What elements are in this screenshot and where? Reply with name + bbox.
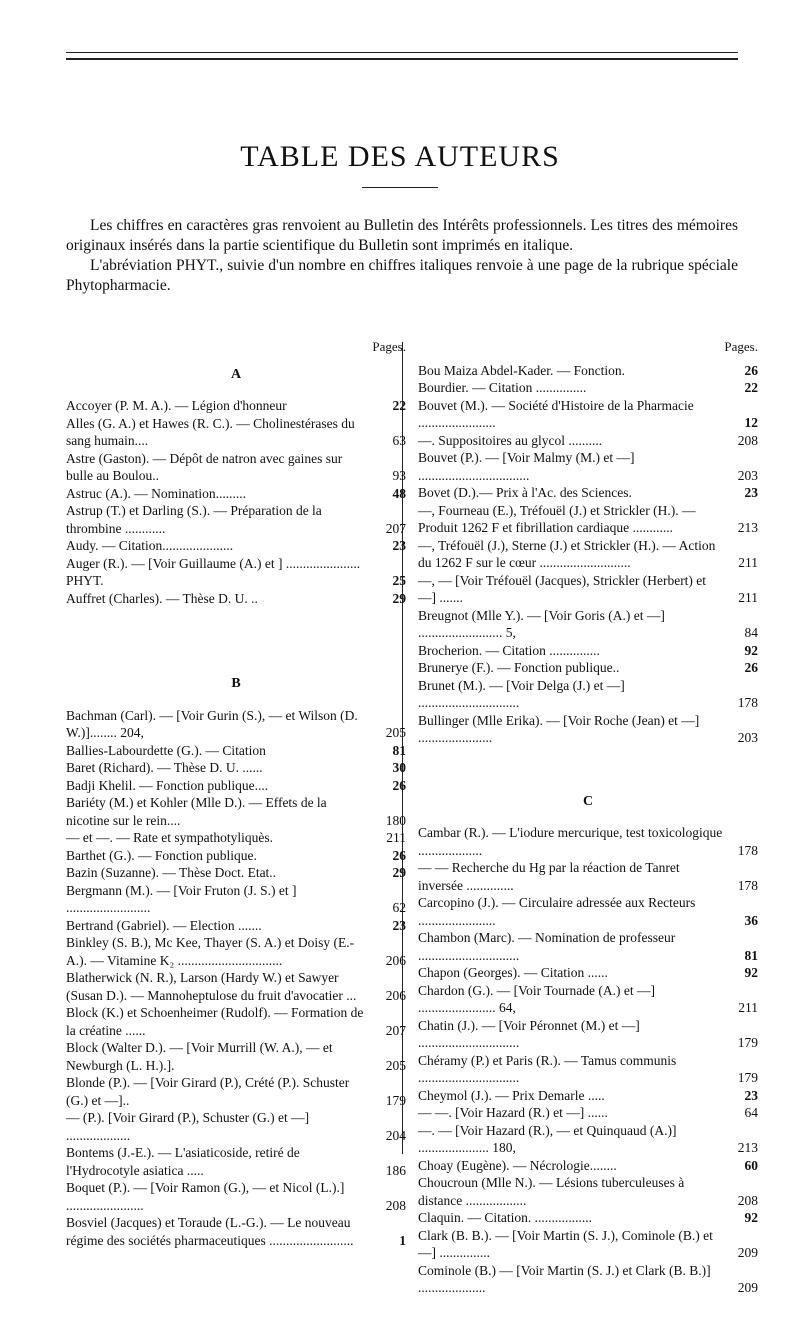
- entry-text: Badji Khelil. — Fonction publique....: [66, 777, 269, 793]
- index-entry: [418, 824, 758, 859]
- intro-notes: [66, 216, 738, 296]
- entry-page: 64: [744, 1105, 758, 1120]
- index-entry: [418, 1209, 758, 1227]
- entry-page: 84: [744, 625, 758, 640]
- index-entry: [66, 777, 406, 795]
- author-list-b: [66, 707, 406, 1250]
- entry-page: 213: [737, 1140, 758, 1155]
- section-letter-c: C: [582, 793, 594, 809]
- entry-page: 23: [392, 538, 406, 553]
- entry-text: Bazin (Suzanne). — Thèse Doct. Etat..: [66, 865, 277, 880]
- entry-text: Chapon (Georges). — Citation ......: [418, 965, 608, 980]
- index-column-left: [66, 338, 406, 1249]
- index-entry: [66, 864, 406, 882]
- entry-text: Bosviel (Jacques) et Toraude (L.-G.). — Le nouveau régime des sociétés pharmaceutiques .........................: [66, 1215, 354, 1248]
- index-entry: [418, 859, 758, 894]
- entry-text: Bouvet (M.). — Société d'Histoire de la Pharmacie .......................: [418, 397, 694, 430]
- page-title: TABLE DES AUTEURS: [240, 140, 560, 173]
- entry-text: Alles (G. A.) et Hawes (R. C.). — Cholinestérases du sang humain....: [66, 415, 355, 448]
- entry-page: 1: [399, 1232, 406, 1248]
- entry-text: —. — [Voir Hazard (R.), — et Quinquaud (A.)] ..................... 180,: [418, 1122, 677, 1155]
- entry-text: Choucroun (Mlle N.). — Lésions tuberculeuses à distance ..................: [418, 1175, 685, 1208]
- index-entry: [66, 555, 406, 590]
- index-entry: [418, 659, 758, 677]
- entry-text: Bovet (D.).— Prix à l'Ac. des Sciences.: [418, 485, 632, 500]
- entry-page: 211: [386, 830, 406, 845]
- entry-page: 81: [392, 742, 406, 758]
- index-entry: [418, 502, 758, 537]
- entry-text: Bariéty (M.) et Kohler (Mlle D.). — Effets de la nicotine sur le rein....: [66, 795, 327, 828]
- entry-page: 205: [385, 725, 406, 740]
- index-entry: [66, 590, 406, 608]
- entry-text: —. Suppositoires au glycol ..........: [418, 432, 603, 448]
- index-entry: [418, 1262, 758, 1297]
- entry-page: 93: [392, 468, 406, 483]
- entry-text: Cambar (R.). — L'iodure mercurique, test toxicologique ...................: [418, 825, 723, 858]
- entry-text: Chardon (G.). — [Voir Tournade (A.) et —] ....................... 64,: [418, 982, 656, 1015]
- index-entry: [418, 1087, 758, 1105]
- entry-text: Audy. — Citation.....................: [66, 538, 234, 553]
- index-entry: [66, 934, 406, 969]
- entry-text: Cheymol (J.). — Prix Demarle .....: [418, 1087, 605, 1103]
- index-entry: [418, 397, 758, 432]
- index-entry: [66, 397, 406, 415]
- index-entry: [66, 450, 406, 485]
- index-entry: [66, 794, 406, 829]
- index-entry: [418, 484, 758, 502]
- index-entry: [418, 1174, 758, 1209]
- entry-text: —, Tréfouël (J.), Sterne (J.) et Strickler (H.). — Action du 1262 F sur le cœur ...........................: [418, 537, 716, 570]
- index-entry: [418, 537, 758, 572]
- entry-text: Block (Walter D.). — [Voir Murrill (W. A.), — et Newburgh (L. H.).].: [66, 1040, 333, 1073]
- entry-page: 23: [744, 485, 758, 500]
- entry-page: 92: [744, 965, 758, 980]
- index-entry: [66, 742, 406, 760]
- header-rule-top: [66, 52, 738, 53]
- index-entry: [66, 1144, 406, 1179]
- index-entry: [418, 1122, 758, 1157]
- index-entry: [66, 502, 406, 537]
- entry-text: Claquin. — Citation. .................: [418, 1210, 592, 1225]
- index-entry: [66, 847, 406, 865]
- pages-header: Pages.: [372, 339, 406, 354]
- entry-page: 206: [385, 987, 406, 1003]
- entry-page: 22: [744, 380, 758, 395]
- entry-page: 30: [392, 760, 406, 775]
- entry-text: Binkley (S. B.), Mc Kee, Thayer (S. A.) et Doisy (E.-A.). — Vitamine K₂ ...............................: [66, 935, 355, 968]
- entry-text: Choay (Eugène). — Nécrologie........: [418, 1157, 617, 1173]
- entry-page: 209: [737, 1245, 758, 1260]
- entry-page: 179: [737, 1035, 758, 1050]
- index-entry: [66, 485, 406, 503]
- entry-page: 29: [392, 865, 406, 880]
- entry-page: 92: [744, 642, 758, 658]
- entry-text: Auffret (Charles). — Thèse D. U. ..: [66, 590, 258, 606]
- entry-text: Chatin (J.). — [Voir Péronnet (M.) et —] ..............................: [418, 1017, 640, 1050]
- entry-text: Bullinger (Mlle Erika). — [Voir Roche (Jean) et —] ......................: [418, 712, 700, 745]
- entry-text: Bourdier. — Citation ...............: [418, 380, 587, 395]
- index-entry: [66, 969, 406, 1004]
- entry-text: —, — [Voir Tréfouël (Jacques), Strickler (Herbert) et —] .......: [418, 572, 707, 605]
- entry-text: Ballies-Labourdette (G.). — Citation: [66, 742, 266, 758]
- entry-page: 203: [737, 467, 758, 483]
- entry-page: 60: [744, 1157, 758, 1173]
- index-entry: [66, 1004, 406, 1039]
- index-entry: [418, 929, 758, 964]
- index-entry: [418, 642, 758, 660]
- entry-page: 62: [392, 900, 406, 915]
- entry-text: Bou Maiza Abdel-Kader. — Fonction.: [418, 362, 625, 378]
- entry-page: 211: [738, 555, 758, 570]
- entry-text: Boquet (P.). — [Voir Ramon (G.), — et Nicol (L.).] .......................: [66, 1180, 345, 1213]
- index-entry: [66, 917, 406, 935]
- index-entry: [418, 449, 758, 484]
- index-entry: [66, 882, 406, 917]
- entry-page: 213: [737, 520, 758, 535]
- index-entry: [418, 712, 758, 747]
- index-entry: [418, 677, 758, 712]
- entry-text: Chambon (Marc). — Nomination de professeur ..............................: [418, 930, 676, 963]
- entry-text: — (P.). [Voir Girard (P.), Schuster (G.) et —] ...................: [66, 1110, 310, 1143]
- entry-text: Blatherwick (N. R.), Larson (Hardy W.) et Sawyer (Susan D.). — Mannoheptulose du fruit d'avocatier ...: [66, 970, 357, 1003]
- author-list-c: [418, 824, 758, 1297]
- entry-text: Brunerye (F.). — Fonction publique..: [418, 660, 620, 675]
- index-entry: [66, 537, 406, 555]
- entry-text: Auger (R.). — [Voir Guillaume (A.) et ] ...................... PHYT.: [66, 555, 361, 588]
- entry-page: 26: [744, 362, 758, 378]
- entry-text: Bergmann (M.). — [Voir Fruton (J. S.) et ] .........................: [66, 882, 297, 915]
- index-entry: [418, 894, 758, 929]
- index-entry: [66, 1039, 406, 1074]
- index-entry: [418, 572, 758, 607]
- entry-text: Bachman (Carl). — [Voir Gurin (S.), — et Wilson (D. W.)]........ 204,: [66, 707, 358, 740]
- entry-text: Brunet (M.). — [Voir Delga (J.) et —] ..............................: [418, 677, 625, 710]
- entry-text: Astrup (T.) et Darling (S.). — Préparation de la thrombine ............: [66, 503, 322, 536]
- entry-text: — — Recherche du Hg par la réaction de Tanret inversée ..............: [418, 860, 680, 893]
- index-entry: [418, 1052, 758, 1087]
- entry-page: 211: [738, 590, 758, 605]
- entry-text: Cominole (B.) — [Voir Martin (S. J.) et Clark (B. B.)] ....................: [418, 1262, 711, 1295]
- index-entry: [66, 1179, 406, 1214]
- index-entry: [66, 829, 406, 847]
- entry-text: Barthet (G.). — Fonction publique.: [66, 847, 257, 863]
- index-entry: [418, 607, 758, 642]
- entry-text: Chéramy (P.) et Paris (R.). — Tamus communis ..............................: [418, 1052, 677, 1085]
- index-entry: [418, 964, 758, 982]
- entry-page: 29: [392, 590, 406, 606]
- header-rule-bottom: [66, 58, 738, 60]
- entry-page: 179: [737, 1070, 758, 1085]
- entry-text: Carcopino (J.). — Circulaire adressée aux Recteurs .......................: [418, 895, 696, 928]
- entry-page: 203: [737, 730, 758, 745]
- pages-header: Pages.: [724, 339, 758, 354]
- entry-page: 205: [385, 1057, 406, 1073]
- section-letter-b: B: [231, 676, 241, 691]
- entry-text: Bouvet (P.). — [Voir Malmy (M.) et —] .................................: [418, 450, 635, 483]
- entry-page: 178: [737, 877, 758, 893]
- intro-paragraph-1: Les chiffres en caractères gras renvoient au Bulletin des Intérêts professionnels. Les titres des mémoires originaux insérés dans la partie scientifique du Bulletin sont imprimés en italique.: [66, 217, 738, 254]
- entry-page: 208: [737, 432, 758, 448]
- entry-page: 179: [385, 1092, 406, 1108]
- entry-text: Block (K.) et Schoenheimer (Rudolf). — Formation de la créatine ......: [66, 1005, 364, 1038]
- index-column-right: [418, 338, 758, 1297]
- entry-page: 207: [385, 1022, 406, 1038]
- entry-page: 26: [392, 777, 406, 793]
- author-list-a: [66, 397, 406, 607]
- entry-text: Breugnot (Mlle Y.). — [Voir Goris (A.) et —] ......................... 5,: [418, 607, 665, 640]
- index-entry: [66, 415, 406, 450]
- entry-page: 81: [744, 947, 758, 963]
- entry-page: 204: [385, 1127, 406, 1143]
- entry-page: 178: [737, 695, 758, 710]
- entry-page: 208: [385, 1197, 406, 1213]
- entry-page: 23: [744, 1087, 758, 1103]
- entry-page: 63: [392, 433, 406, 448]
- index-entry: [66, 1074, 406, 1109]
- entry-page: 207: [385, 520, 406, 536]
- author-list-b-continued: [418, 362, 758, 747]
- entry-page: 22: [392, 398, 406, 413]
- index-entry: [418, 1017, 758, 1052]
- section-letter-a: A: [230, 366, 242, 382]
- index-entry: [418, 432, 758, 450]
- intro-paragraph-2: L'abréviation PHYT., suivie d'un nombre en chiffres italiques renvoie à une page de la rubrique spéciale Phytopharmacie.: [66, 257, 738, 294]
- entry-text: Astre (Gaston). — Dépôt de natron avec gaines sur bulle au Boulou..: [66, 450, 343, 483]
- entry-page: 25: [392, 573, 406, 588]
- entry-text: Bontems (J.-E.). — L'asiaticoside, retiré de l'Hydrocotyle asiatica .....: [66, 1145, 300, 1178]
- index-entry: [66, 1109, 406, 1144]
- index-entry: [418, 379, 758, 397]
- entry-text: Clark (B. B.). — [Voir Martin (S. J.), Cominole (B.) et —] ...............: [418, 1227, 713, 1260]
- index-entry: [66, 707, 406, 742]
- index-entry: [418, 1227, 758, 1262]
- entry-text: Brocherion. — Citation ...............: [418, 642, 600, 658]
- entry-page: 48: [392, 485, 406, 501]
- index-entry: [418, 1104, 758, 1122]
- entry-page: 23: [392, 917, 406, 933]
- index-entry: [418, 1157, 758, 1175]
- entry-page: 26: [392, 847, 406, 863]
- entry-page: 92: [744, 1210, 758, 1225]
- entry-text: — —. [Voir Hazard (R.) et —] ......: [418, 1105, 608, 1120]
- index-entry: [418, 362, 758, 380]
- entry-page: 12: [744, 415, 758, 430]
- entry-page: 180: [385, 812, 406, 828]
- entry-page: 178: [737, 842, 758, 858]
- entry-text: Astruc (A.). — Nomination.........: [66, 485, 246, 501]
- entry-page: 186: [385, 1162, 406, 1178]
- entry-text: Bertrand (Gabriel). — Election .......: [66, 917, 262, 933]
- index-entry: [66, 759, 406, 777]
- entry-text: Blonde (P.). — [Voir Girard (P.), Crété (P.). Schuster (G.) et —]..: [66, 1075, 350, 1108]
- entry-page: 36: [744, 912, 758, 928]
- entry-text: Accoyer (P. M. A.). — Légion d'honneur: [66, 398, 287, 413]
- entry-page: 206: [385, 952, 406, 968]
- entry-page: 26: [744, 660, 758, 675]
- entry-page: 209: [737, 1280, 758, 1295]
- entry-text: Baret (Richard). — Thèse D. U. ......: [66, 760, 263, 775]
- entry-text: — et —. — Rate et sympathotyliquès.: [66, 830, 273, 845]
- index-entry: [418, 982, 758, 1017]
- title-underline: [362, 187, 438, 188]
- index-entry: [66, 1214, 406, 1249]
- entry-page: 211: [738, 1000, 758, 1015]
- entry-text: —, Fourneau (E.), Tréfouël (J.) et Strickler (H.). — Produit 1262 F et fibrillation cardiaque ............: [418, 502, 696, 535]
- entry-page: 208: [737, 1192, 758, 1208]
